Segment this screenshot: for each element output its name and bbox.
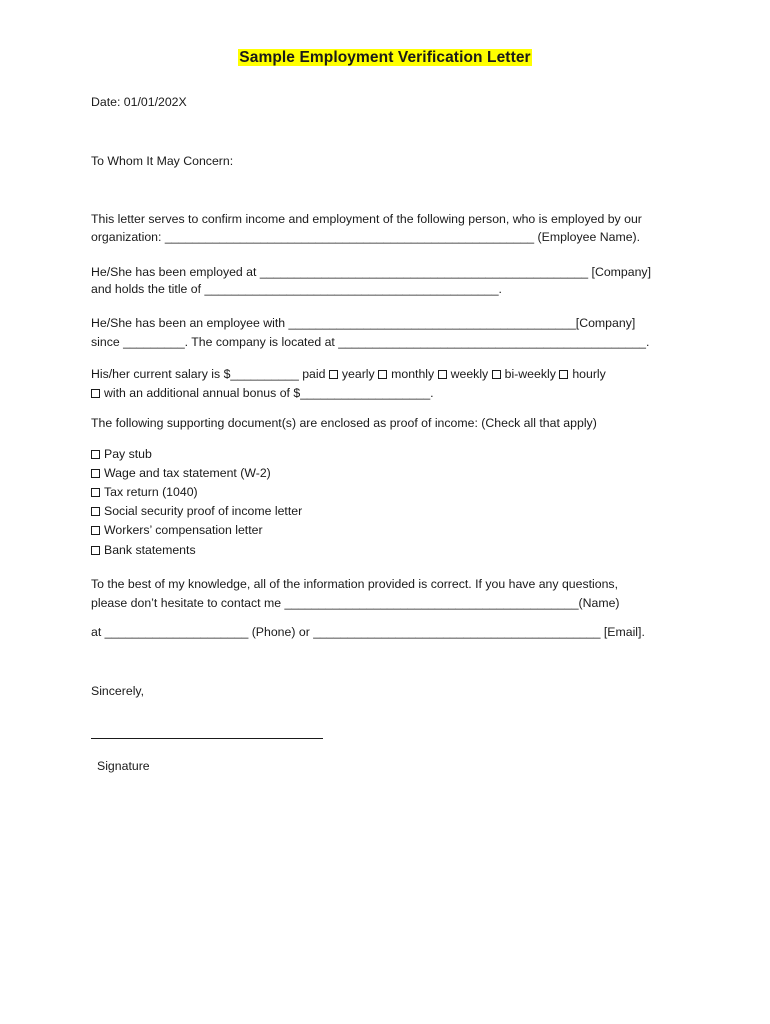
checkbox-bi-weekly[interactable] [492,370,501,379]
doc-item [91,542,196,558]
checkbox-w2[interactable] [91,469,100,478]
checkbox-monthly[interactable] [378,370,387,379]
bonus-line [91,385,434,401]
doc-label: Workers’ compensation letter [104,523,263,537]
sign-off: Sincerely, [91,684,145,698]
para2-line1: He/She has been employed at ________________________________________________ [Company] [91,265,652,279]
closing-line2: please don’t hesitate to contact me ___________________________________________(Name) [91,596,620,610]
doc-item [91,522,263,538]
checkbox-bonus[interactable] [91,389,100,398]
para3-line2: since _________. The company is located at _____________________________________________. [91,335,650,349]
option-hourly: hourly [572,367,606,381]
signature-line[interactable] [91,738,323,739]
signature-label: Signature [97,759,150,773]
checkbox-hourly[interactable] [559,370,568,379]
doc-item [91,465,271,481]
letter-title: Sample Employment Verification Letter [239,49,531,66]
documents-intro: The following supporting document(s) are enclosed as proof of income: (Check all that apply) [91,416,597,430]
doc-label: Pay stub [104,447,152,461]
checkbox-workers-comp[interactable] [91,526,100,535]
date-line: Date: 01/01/202X [91,95,187,109]
checkbox-yearly[interactable] [329,370,338,379]
doc-label: Tax return (1040) [104,485,198,499]
closing-line3: at _____________________ (Phone) or __________________________________________ [Email]. [91,625,645,639]
option-bi-weekly: bi-weekly [504,367,556,381]
checkbox-bank-statements[interactable] [91,546,100,555]
bonus-text: with an additional annual bonus of $___________________. [104,386,434,400]
option-monthly: monthly [391,367,435,381]
doc-item [91,484,198,500]
option-yearly: yearly [341,367,375,381]
checkbox-weekly[interactable] [438,370,447,379]
closing-line1: To the best of my knowledge, all of the information provided is correct. If you have any questions, [91,577,619,591]
doc-label: Bank statements [104,543,196,557]
doc-item [91,446,152,462]
para1-line1: This letter serves to confirm income and employment of the following person, who is employed by our [91,212,642,226]
salutation: To Whom It May Concern: [91,154,234,168]
checkbox-tax-return[interactable] [91,488,100,497]
para3-line1: He/She has been an employee with __________________________________________[Company] [91,316,636,330]
checkbox-social-security[interactable] [91,507,100,516]
para1-line2: organization: ______________________________________________________ (Employee Name). [91,230,641,244]
doc-label: Wage and tax statement (W-2) [104,466,271,480]
para2-line2: and holds the title of ___________________________________________. [91,282,502,296]
checkbox-pay-stub[interactable] [91,450,100,459]
salary-line [91,366,606,382]
salary-prefix: His/her current salary is $__________ paid [91,367,326,381]
option-weekly: weekly [450,367,489,381]
doc-label: Social security proof of income letter [104,504,303,518]
letter-title-wrap [0,49,770,67]
doc-item [91,503,302,519]
